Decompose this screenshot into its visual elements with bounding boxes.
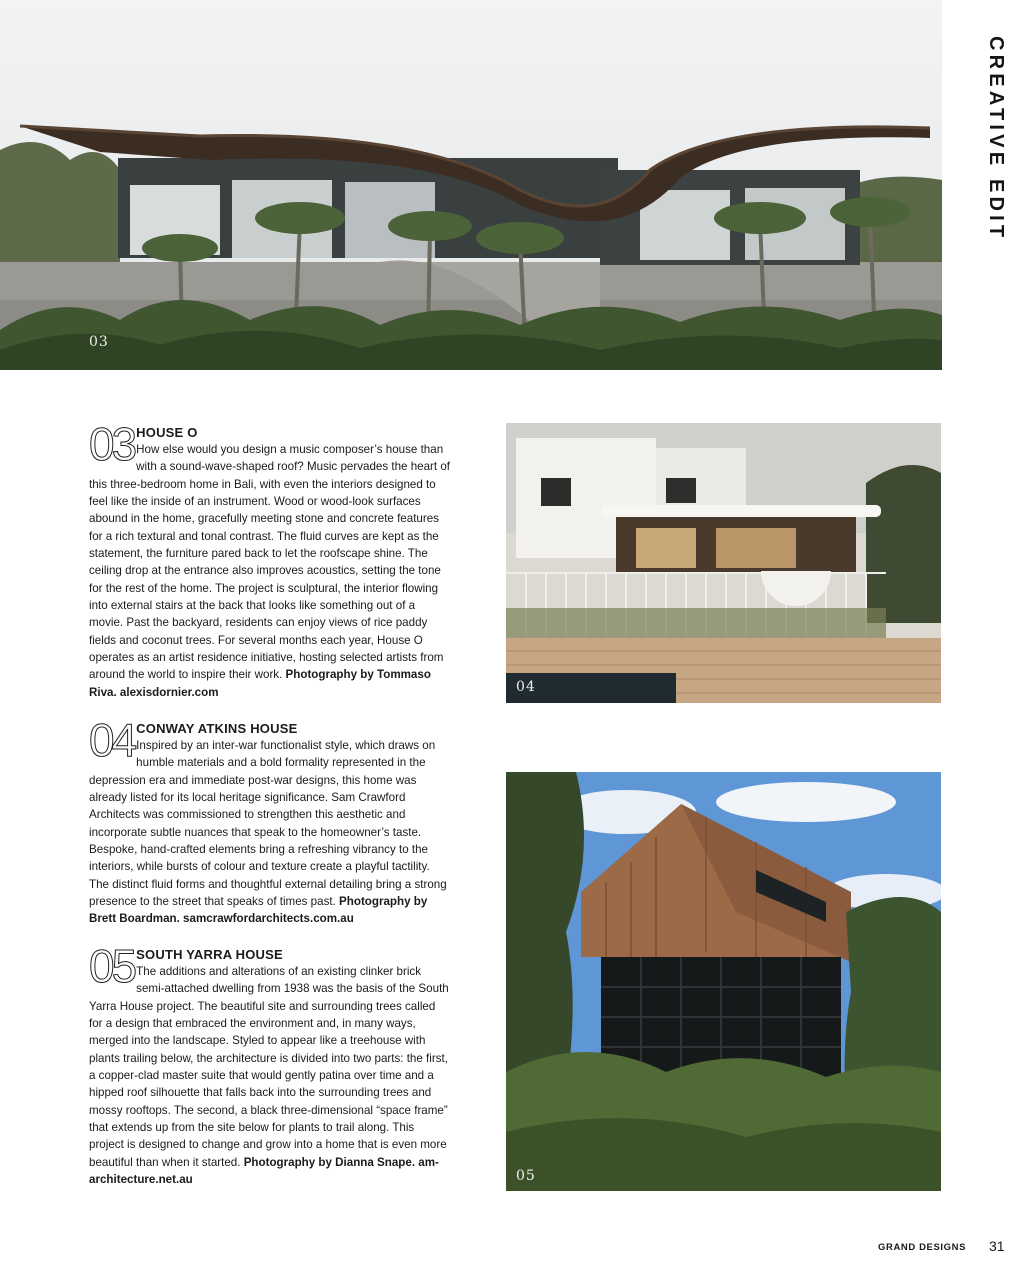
photo-credit: Photography by Dianna Snape. am-architecture.net.au	[89, 1155, 439, 1187]
article-number: 03	[89, 418, 135, 470]
article-body: The additions and alterations of an existing clinker brick semi-attached dwelling from 1938 was the basis of the South Yarra House project. The beautiful site and surrounding trees called for a design that embraced the environment and, in many ways, merged into the landscape. Styled to appear like a treehouse with plants trailing below, the architecture is divided into two parts: the first, a copper-clad master suite that would gently patina over time and a hipped roof silhouette that falls back into the surrounding trees and mossy rooftops. The second, a black three-dimensional “space frame” that extends up from the site below for plants to trail along. This project is designed to change and grow into a home that is even more beautiful than when it started.	[89, 965, 449, 1169]
article-house-o	[89, 418, 451, 701]
page-number: 31	[989, 1238, 1005, 1254]
photo-south-yarra-house	[506, 772, 941, 1191]
footer-magazine-name: GRAND DESIGNS	[878, 1242, 967, 1253]
article-number: 05	[89, 940, 135, 992]
hero-photo-number: 03	[89, 334, 109, 350]
article-title: SOUTH YARRA HOUSE	[136, 947, 283, 962]
article-conway-atkins-house	[89, 714, 451, 928]
photo-conway-atkins-house	[506, 423, 941, 703]
photo-credit: Photography by Tommaso Riva. alexisdornier.com	[89, 668, 431, 699]
photo-credit: Photography by Brett Boardman. samcrawfordarchitects.com.au	[89, 895, 428, 926]
article-body: Inspired by an inter-war functionalist style, which draws on humble materials and a bold formality represented in the depression era and immediate post-war designs, this home was already listed for its local heritage significance. Sam Crawford Architects was commissioned to strengthen this aesthetic and incorporate subtle nuances that speak to the homeowner’s taste. Bespoke, hand-crafted elements bring a refreshing vibrancy to the interiors, while bursts of colour and texture create a playful tactility. The distinct fluid forms and thoughtful external detailing bring a strong presence to the street that speaks of times past.	[89, 739, 447, 909]
hero-photo-house-o	[0, 0, 942, 370]
photo-04-illustration	[506, 423, 941, 703]
article-title: HOUSE O	[136, 425, 198, 440]
photo-05-illustration	[506, 772, 941, 1191]
article-south-yarra-house	[89, 940, 451, 1188]
section-label: CREATIVE EDIT	[985, 36, 1007, 242]
photo-number: 04	[516, 679, 536, 695]
article-title: CONWAY ATKINS HOUSE	[136, 721, 298, 736]
photo-number: 05	[516, 1168, 536, 1184]
article-number: 04	[89, 714, 135, 766]
hero-illustration	[0, 0, 942, 370]
article-body: How else would you design a music composer’s house than with a sound-wave-shaped roof? Music pervades the heart of this three-bedroom home in Bali, with even the interiors designed to feel like the inside of an instrument. Wood or wood-look surfaces abound in the home, gracefully meeting stone and concrete features for a rich textural and tonal contrast. The fluid curves are kept as the statement, the furniture pared back to let the roofscape shine. The ceiling drop at the entrance also improves acoustics, setting the tone for the rest of the home. The project is sculptural, the interior flowing into external stairs at the back that looks like something out of a movie. Past the backyard, residents can enjoy views of rice paddy fields and coconut trees. For several months each year, House O operates as an artist residence initiative, hosting selected artists from around the world to inspire their work.	[89, 443, 451, 682]
